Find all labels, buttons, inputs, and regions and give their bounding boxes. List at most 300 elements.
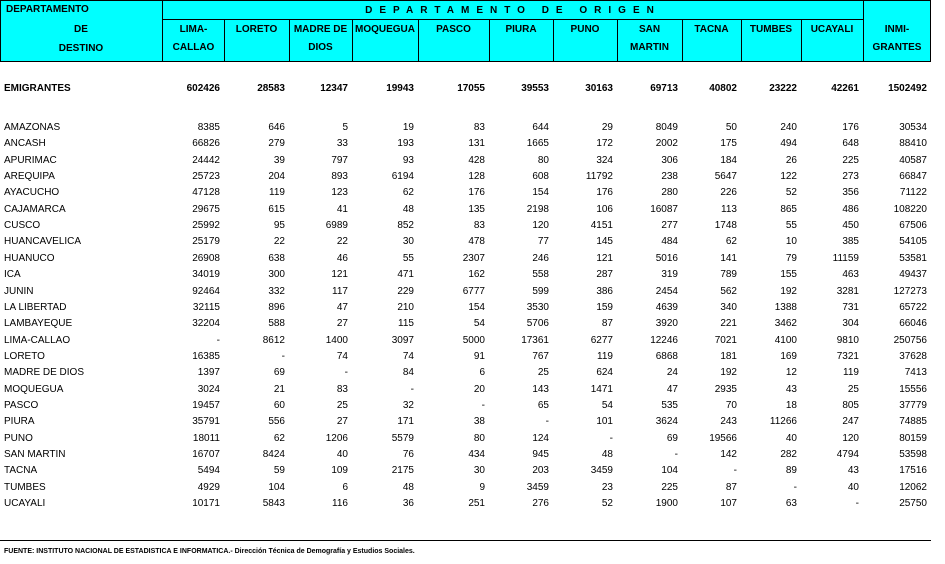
table-cell: 5579 [391,432,414,444]
table-cell: 11159 [832,252,859,264]
table-cell: 41 [336,203,348,215]
table-cell: 3459 [526,481,549,493]
table-cell: 48 [402,481,414,493]
origin-column-header: TUMBES [749,24,793,35]
table-cell: 122 [780,171,797,183]
table-cell: 34019 [192,269,220,281]
table-cell: 247 [842,416,859,428]
table-row [0,316,931,332]
table-cell: 1397 [197,367,220,379]
table-row [0,169,931,185]
origin-column-header: MARTIN [630,42,669,53]
table-cell: 243 [720,416,737,428]
table-cell: 40587 [899,154,927,166]
table-cell: 48 [601,449,613,460]
table-cell: 4929 [197,481,220,493]
table-cell: 624 [596,367,613,379]
table-cell: 385 [842,236,859,248]
table-cell: 340 [720,301,737,313]
table-cell: 287 [596,269,613,281]
table-cell: 172 [596,138,613,150]
table-cell: 789 [720,269,737,281]
table-cell: 25 [537,367,549,379]
table-cell: 176 [468,187,485,199]
table-cell: 18 [785,399,797,411]
table-cell: 556 [268,416,285,428]
table-cell: 113 [721,203,737,215]
table-cell: 1400 [325,334,348,346]
department-name: UCAYALI [4,498,46,510]
table-cell: 66826 [192,138,220,150]
table-cell: 324 [596,154,613,166]
emigrantes-label: EMIGRANTES [4,83,71,94]
table-row [0,398,931,414]
table-cell: 240 [780,122,797,133]
table-cell: 3462 [774,318,797,330]
table-cell: - [216,334,220,346]
table-cell: 124 [532,432,549,444]
table-cell: 154 [532,187,549,199]
table-cell: 16385 [192,350,220,362]
table-cell: 38 [473,416,485,428]
department-name: LORETO [4,350,45,362]
table-cell: 87 [601,318,613,330]
table-cell: 558 [532,269,549,281]
table-cell: 28583 [257,83,285,94]
table-cell: 6868 [655,350,678,362]
table-cell: 62 [402,187,414,199]
table-cell: 84 [402,367,414,379]
table-cell: 59 [273,465,285,477]
table-cell: 6194 [391,171,414,183]
table-cell: 46 [336,252,348,264]
table-cell: 204 [268,171,285,183]
table-cell: 62 [273,432,285,444]
table-cell: 65 [537,399,549,411]
table-cell: 5000 [462,334,485,346]
table-cell: 131 [468,138,485,150]
table-cell: 25992 [192,220,220,232]
table-cell: 1471 [590,383,613,395]
table-cell: 175 [720,138,737,150]
table-row [0,365,931,381]
table-cell: 101 [596,416,613,428]
table-row [0,284,931,300]
table-bottom-rule [0,540,931,541]
table-cell: 2935 [714,383,737,395]
table-cell: 154 [468,301,485,313]
table-cell: 22 [273,236,285,248]
table-cell: 24 [666,367,678,379]
table-cell: 9 [479,481,485,493]
table-cell: 27 [336,416,348,428]
department-name: TACNA [4,465,38,477]
table-cell: 5494 [197,465,220,477]
table-cell: 18011 [192,432,220,444]
table-cell: 123 [331,187,348,199]
table-cell: 74 [336,350,348,362]
table-cell: 65722 [899,301,927,313]
table-cell: 852 [397,220,414,232]
table-cell: 25 [336,399,348,411]
table-cell: 238 [661,171,678,183]
table-cell: 21 [273,383,285,395]
table-cell: 332 [268,285,285,297]
department-name: AYACUCHO [4,187,60,199]
table-cell: 12347 [320,83,348,94]
table-cell: 599 [532,285,549,297]
department-name: MOQUEGUA [4,383,64,395]
table-cell: 7321 [836,350,859,362]
table-cell: 116 [332,498,348,510]
table-cell: 83 [473,220,485,232]
table-cell: 221 [720,318,737,330]
table-cell: 4794 [836,449,859,460]
table-cell: 304 [842,318,859,330]
table-cell: 486 [842,203,859,215]
table-row [0,480,931,496]
table-cell: 3459 [590,465,613,477]
origin-column-header: PUNO [570,24,600,35]
table-row [0,267,931,283]
table-cell: 648 [842,138,859,150]
origin-column-header: LIMA- [179,24,208,35]
table-cell: 8049 [655,122,678,133]
department-name: TUMBES [4,481,46,493]
table-cell: 229 [397,285,414,297]
immigrants-column-header: GRANTES [872,42,922,53]
table-cell: 3530 [526,301,549,313]
table-cell: 306 [661,154,678,166]
origin-column-header: UCAYALI [810,24,854,35]
table-cell: 3281 [836,285,859,297]
table-cell: 29675 [192,203,220,215]
table-cell: 109 [331,465,348,477]
table-cell: 535 [661,399,678,411]
table-cell: 69 [273,367,285,379]
table-row [0,447,931,463]
table-cell: 67506 [899,220,927,232]
table-cell: 463 [842,269,859,281]
table-cell: 2002 [655,138,678,150]
table-cell: 87 [725,481,737,493]
table-cell: 11792 [585,171,613,183]
table-cell: 32115 [192,301,220,313]
table-cell: 62 [725,236,737,248]
table-cell: 478 [468,236,485,248]
table-row [0,333,931,349]
table-cell: 6 [342,481,348,493]
table-cell: 2307 [462,252,485,264]
table-cell: 63 [785,498,797,510]
table-cell: 106 [596,203,613,215]
table-cell: 893 [331,171,348,183]
table-cell: - [733,465,737,477]
table-cell: 66847 [899,171,927,183]
table-cell: 12246 [650,334,678,346]
table-cell: 5706 [526,318,549,330]
immigrants-column-header: INMI- [884,24,910,35]
table-cell: 3024 [197,383,220,395]
table-cell: 2175 [391,465,414,477]
table-cell: 246 [532,252,549,264]
table-cell: 69713 [650,83,678,94]
table-cell: 16087 [650,203,678,215]
table-cell: - [855,498,859,510]
table-cell: 25723 [192,171,220,183]
table-cell: 95 [273,220,285,232]
table-cell: 49437 [899,269,927,281]
table-cell: 17055 [457,83,485,94]
department-name: MADRE DE DIOS [4,367,85,379]
table-cell: 53598 [899,449,927,460]
table-cell: 279 [268,138,285,150]
table-cell: 30 [402,236,414,248]
header-rule [0,0,931,1]
table-cell: 88410 [899,138,927,150]
table-cell: 10171 [192,498,220,510]
table-cell: 54 [601,399,613,411]
table-cell: 588 [268,318,285,330]
table-cell: 434 [468,449,485,460]
table-cell: 30163 [585,83,613,94]
table-cell: 767 [532,350,549,362]
table-cell: 25750 [899,498,927,510]
table-cell: 251 [468,498,485,510]
table-cell: 60 [273,399,285,411]
table-cell: 277 [661,220,678,232]
table-cell: 428 [468,154,485,166]
table-cell: 52 [785,187,797,199]
table-cell: 40 [336,449,348,460]
table-row [0,300,931,316]
table-row [0,431,931,447]
table-cell: 80 [473,432,485,444]
table-cell: 6777 [462,285,485,297]
table-cell: 11266 [769,416,797,428]
table-cell: 40 [847,481,859,493]
table-cell: 280 [661,187,678,199]
table-cell: 39 [273,154,285,166]
table-cell: - [281,350,285,362]
origin-column-header: PASCO [436,24,471,35]
table-cell: 19566 [709,432,737,444]
table-cell: 7413 [904,367,927,379]
table-cell: 32 [402,399,414,411]
table-cell: 145 [596,236,613,248]
table-cell: 32204 [192,318,220,330]
origin-column-header: PIURA [505,24,537,35]
table-cell: 107 [720,498,737,510]
table-cell: 69 [666,432,678,444]
table-row [0,349,931,365]
table-cell: 319 [661,269,678,281]
table-cell: 386 [596,285,613,297]
table-cell: 83 [473,122,485,133]
table-cell: 193 [397,138,414,150]
table-cell: 171 [397,416,414,428]
table-cell: 119 [843,367,859,379]
table-cell: 20 [473,383,485,395]
table-cell: 33 [336,138,348,150]
table-cell: 805 [842,399,859,411]
table-cell: 143 [532,383,549,395]
table-cell: 494 [780,138,797,150]
table-cell: 450 [842,220,859,232]
table-cell: 119 [597,350,613,362]
table-cell: 181 [720,350,737,362]
department-name: SAN MARTIN [4,449,66,460]
table-cell: 638 [268,252,285,264]
department-name: CAJAMARCA [4,203,66,215]
table-cell: 644 [532,122,549,133]
table-cell: 192 [720,367,737,379]
table-cell: 169 [780,350,797,362]
table-cell: 80159 [899,432,927,444]
destino-header-line: DESTINO [58,43,104,54]
table-cell: 484 [661,236,678,248]
table-cell: 27 [336,318,348,330]
table-cell: 203 [532,465,549,477]
table-cell: 1388 [774,301,797,313]
department-name: ANCASH [4,138,46,150]
table-cell: - [344,367,348,379]
table-cell: 47128 [192,187,220,199]
table-cell: 4151 [590,220,613,232]
table-cell: 74 [402,350,414,362]
department-name: LA LIBERTAD [4,301,67,313]
table-cell: 121 [331,269,348,281]
table-cell: 26908 [192,252,220,264]
table-cell: 250756 [893,334,927,346]
table-cell: 79 [785,252,797,264]
table-cell: 17361 [521,334,549,346]
table-row [0,251,931,267]
table-cell: 39553 [521,83,549,94]
table-cell: 8385 [197,122,220,133]
table-cell: 48 [402,203,414,215]
table-cell: 6277 [590,334,613,346]
table-row [0,234,931,250]
department-name: AMAZONAS [4,122,61,133]
table-cell: 92464 [192,285,220,297]
destino-header-line: DEPARTAMENTO [6,4,89,15]
origin-column-header: CALLAO [172,42,215,53]
table-cell: 50 [725,122,737,133]
table-cell: 40802 [709,83,737,94]
table-cell: 121 [596,252,613,264]
table-row [0,463,931,479]
table-cell: 91 [473,350,485,362]
table-cell: 2454 [655,285,678,297]
table-cell: 12 [785,367,797,379]
table-cell: 135 [468,203,485,215]
department-name: AREQUIPA [4,171,55,183]
table-cell: 19457 [192,399,220,411]
origin-column-header: LORETO [235,24,278,35]
table-cell: 47 [336,301,348,313]
table-cell: 8612 [262,334,285,346]
department-name: PIURA [4,416,35,428]
department-name: CUSCO [4,220,41,232]
table-cell: 71122 [899,187,927,199]
table-cell: 53581 [899,252,927,264]
table-cell: 6 [479,367,485,379]
table-cell: 15556 [899,383,927,395]
table-cell: 108220 [893,203,927,215]
table-cell: 731 [842,301,859,313]
table-cell: 276 [532,498,549,510]
table-cell: - [545,416,549,428]
table-cell: 10 [785,236,797,248]
table-cell: 80 [537,154,549,166]
table-cell: 226 [720,187,737,199]
table-cell: 1900 [655,498,678,510]
table-cell: 120 [842,432,859,444]
table-cell: 4639 [655,301,678,313]
table-cell: 2198 [526,203,549,215]
table-cell: 35791 [192,416,220,428]
department-name: LIMA-CALLAO [4,334,71,346]
header-rule [0,61,931,62]
department-name: HUANUCO [4,252,55,264]
table-cell: 159 [596,301,613,313]
table-cell: 8424 [262,449,285,460]
table-row [0,414,931,430]
table-cell: 24442 [192,154,220,166]
table-cell: 52 [601,498,613,510]
table-cell: 225 [661,481,678,493]
table-cell: 37628 [899,350,927,362]
table-cell: 128 [468,171,485,183]
table-cell: 602426 [186,83,220,94]
table-cell: 273 [842,171,859,183]
table-cell: 23222 [769,83,797,94]
table-cell: 77 [537,236,549,248]
table-cell: 162 [468,269,485,281]
table-cell: 1665 [526,138,549,150]
department-name: LAMBAYEQUE [4,318,73,330]
table-cell: 5843 [262,498,285,510]
table-cell: 47 [666,383,678,395]
table-cell: 797 [331,154,348,166]
table-cell: 141 [720,252,737,264]
table-cell: 945 [532,449,549,460]
table-cell: 26 [785,154,797,166]
table-row [0,153,931,169]
table-cell: 5647 [714,171,737,183]
table-cell: 83 [336,383,348,395]
table-cell: 5 [342,122,348,133]
table-cell: 54 [473,318,485,330]
table-cell: 43 [785,383,797,395]
table-row [0,120,931,136]
origin-column-header: MADRE DE [293,24,348,35]
table-row [0,382,931,398]
table-cell: 210 [397,301,414,313]
origin-column-header: DIOS [308,42,333,53]
table-cell: 6989 [325,220,348,232]
table-cell: 16707 [192,449,220,460]
table-cell: 356 [842,187,859,199]
department-name: APURIMAC [4,154,57,166]
table-cell: 29 [601,122,613,133]
table-cell: 115 [398,318,414,330]
table-cell: 615 [268,203,285,215]
table-cell: 120 [532,220,549,232]
department-name: PUNO [4,432,33,444]
table-cell: - [410,383,414,395]
